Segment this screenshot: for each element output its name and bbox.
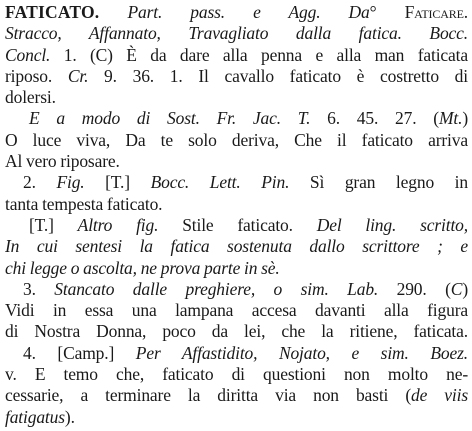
sense-label: E a modo di Sost. Fr. Jac. T.: [29, 108, 311, 129]
citation-text: ).: [64, 406, 75, 427]
citation-ref: Mt.: [438, 108, 463, 129]
citation-text: 1. (C) È da dare alla penna e alla man faticata: [50, 44, 468, 65]
citation-text: riposo.: [5, 65, 68, 86]
grammar-label: Part. pass. e Agg. Da: [127, 2, 370, 22]
line-17: [5, 343, 468, 364]
citation-text: 6. 45. 27. (: [310, 108, 439, 129]
line-8: [5, 151, 468, 172]
definition: In cui sentesi la fatica sostenuta dallo scrittore ; e: [5, 236, 468, 257]
citation-text: ): [462, 278, 468, 299]
line-19: [5, 385, 468, 406]
sense-number: 3.: [23, 278, 55, 299]
citation-text: [T.]: [84, 172, 151, 193]
sense-label: Fig.: [56, 172, 85, 193]
citation-text: [T.]: [29, 214, 78, 235]
citation-text: ): [462, 108, 468, 129]
source-verb: Faticare.: [404, 2, 468, 22]
citation-text: dolersi.: [5, 87, 56, 108]
line-3: [5, 45, 468, 66]
citation-text: O luce viva, Da te solo deriva, Che il faticato arriva: [5, 129, 468, 150]
citation-text: v. E temo che, faticato di questioni non molto ne-: [5, 364, 468, 385]
line-4: [5, 66, 468, 87]
definition: chi legge o ascolta, ne prova parte in sè.: [5, 257, 280, 278]
line-10: [5, 194, 468, 215]
line-13: [5, 258, 468, 279]
citation-text: 290. (: [378, 278, 451, 299]
definition: Del ling. scritto,: [316, 214, 468, 235]
line-2: [5, 23, 468, 44]
line-7: [5, 130, 468, 151]
latin-gloss: de viis: [411, 385, 468, 406]
line-18: [5, 364, 468, 385]
citation-text: 9. 36. 1. Il cavallo faticato è costretto di: [88, 65, 468, 86]
citation-ref: C: [450, 278, 463, 299]
definition: Stracco, Affannato, Travagliato dalla fatica. Bocc.: [5, 23, 468, 44]
line-6: [5, 108, 468, 129]
citation-text: Al vero riposare.: [5, 151, 120, 172]
citation-text: Sì gran legno in: [289, 172, 468, 193]
latin-gloss: fatigatus: [5, 406, 65, 427]
line-1: [5, 2, 468, 23]
citation-text: tanta tempesta faticato.: [5, 193, 163, 214]
definition: Per Affastidito, Nojato, e sim. Boez.: [135, 342, 468, 363]
text-span: [99, 2, 127, 22]
line-16: [5, 321, 468, 342]
line-15: [5, 300, 468, 321]
line-11: [5, 215, 468, 236]
citation-ref: Concl.: [5, 44, 51, 65]
line-12: [5, 236, 468, 257]
definition: Stancato dalle preghiere, o sim. Lab.: [54, 278, 379, 299]
sense-number: 2.: [23, 172, 57, 193]
sense-label: Altro fig.: [77, 214, 159, 235]
citation-ref: Bocc. Lett. Pin.: [150, 172, 290, 193]
citation-text: Vidi in essa una lampana accesa davanti alla figura: [5, 300, 468, 321]
headword: FATICATO.: [5, 2, 100, 22]
citation-ref: Cr.: [67, 65, 89, 86]
citation-text: Stile faticato.: [158, 214, 317, 235]
sense-number: 4. [Camp.]: [23, 342, 136, 363]
citation-text: cessarie, a terminare la diritta via non basti (: [5, 385, 411, 406]
citation-text: di Nostra Donna, poco da lei, che la ritiene, faticata.: [5, 321, 468, 342]
line-9: [5, 172, 468, 193]
line-5: [5, 87, 468, 108]
line-20: [5, 407, 468, 428]
degree-mark: °: [369, 2, 405, 22]
line-14: [5, 279, 468, 300]
